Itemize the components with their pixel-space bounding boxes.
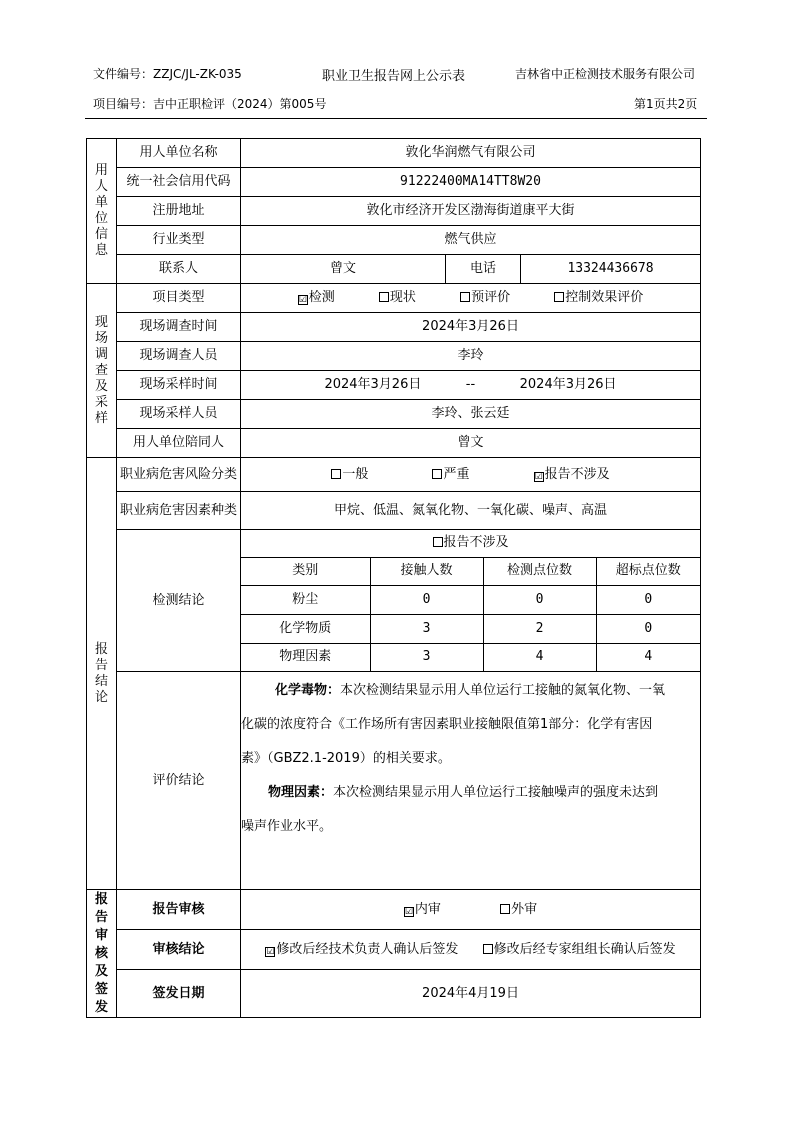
col-header-exposed: 接触人数 — [370, 557, 483, 585]
option-control-evaluation[interactable]: 控制效果评价 — [554, 290, 643, 306]
sampling-time — [241, 371, 701, 400]
test-conclusion — [241, 530, 701, 672]
project-type-options — [241, 284, 701, 313]
credit-code: 91222400MA14TT8W20 — [241, 168, 701, 197]
option-expert-lead-sign[interactable]: 修改后经专家组组长确认后签发 — [483, 942, 676, 958]
checkbox-icon[interactable] — [500, 904, 510, 914]
checkbox-icon[interactable] — [331, 469, 341, 479]
escort: 曾文 — [241, 429, 701, 458]
test-conclusion-label: 检测结论 — [117, 530, 241, 672]
disclosure-table — [86, 138, 701, 1018]
option-tech-lead-sign[interactable]: ☑ 修改后经技术负责人确认后签发 — [266, 941, 459, 957]
risk-class-label: 职业病危害风险分类 — [117, 458, 241, 492]
header-divider — [85, 118, 707, 119]
checkbox-icon[interactable] — [379, 292, 389, 302]
address-label: 注册地址 — [117, 197, 241, 226]
project-number: 项目编号：吉中正职检评（2024）第005号 — [93, 97, 327, 111]
surveyor: 李玲 — [241, 342, 701, 371]
test-result-table — [241, 530, 700, 671]
checkbox-icon[interactable]: ☑ — [404, 906, 413, 917]
review-result-options — [241, 930, 701, 970]
audit-options — [241, 890, 701, 930]
checkbox-icon[interactable] — [432, 469, 442, 479]
surveyor-label: 现场调查人员 — [117, 342, 241, 371]
evaluation-label: 评价结论 — [117, 672, 241, 890]
option-general[interactable]: 一般 — [331, 467, 368, 483]
survey-time: 2024年3月26日 — [241, 313, 701, 342]
phone-number: 13324436678 — [521, 255, 701, 284]
document-title: 职业卫生报告网上公示表 — [322, 69, 466, 84]
section-survey-sampling: 现 场 调 查 及 采 样 — [87, 284, 117, 458]
phone-label: 电话 — [446, 255, 521, 284]
checkbox-icon[interactable]: ☑ — [266, 946, 275, 957]
survey-time-label: 现场调查时间 — [117, 313, 241, 342]
option-internal-audit[interactable]: ☑ 内审 — [404, 901, 441, 917]
col-header-category: 类别 — [241, 557, 370, 585]
evaluation-conclusion — [241, 672, 701, 890]
not-involved-option[interactable]: 报告不涉及 — [241, 530, 700, 557]
hazard-factors: 甲烷、低温、氮氧化物、一氧化碳、噪声、高温 — [241, 492, 701, 530]
chem-text-2: 化碳的浓度符合《工作场所有害因素职业接触限值第1部分：化学有害因 — [241, 717, 653, 732]
sampler-label: 现场采样人员 — [117, 400, 241, 429]
checkbox-icon[interactable]: ☑ — [534, 471, 543, 482]
audit-label: 报告审核 — [117, 890, 241, 930]
chem-text-1: 本次检测结果显示用人单位运行工接触的氮氧化物、一氧 — [340, 683, 666, 698]
option-serious[interactable]: 严重 — [432, 467, 469, 483]
option-status[interactable]: 现状 — [379, 290, 416, 306]
sampling-start: 2024年3月26日 — [324, 377, 422, 392]
table-row: 粉尘 0 0 0 — [241, 585, 700, 614]
checkbox-icon[interactable]: ☑ — [298, 295, 307, 305]
registered-address: 敦化市经济开发区渤海街道康平大街 — [241, 197, 701, 226]
table-row: 物理因素 3 4 4 — [241, 643, 700, 671]
escort-label: 用人单位陪同人 — [117, 429, 241, 458]
sampling-time-label: 现场采样时间 — [117, 371, 241, 400]
section-employer-info: 用 人 单 位 信 息 — [87, 139, 117, 284]
project-type-label: 项目类型 — [117, 284, 241, 313]
phys-text-1: 本次检测结果显示用人单位运行工接触噪声的强度未达到 — [333, 785, 659, 800]
chem-title: 化学毒物： — [275, 683, 341, 698]
checkbox-icon[interactable] — [433, 537, 443, 547]
table-row: 化学物质 3 2 0 — [241, 614, 700, 643]
company-name: 吉林省中正检测技术服务有限公司 — [515, 67, 696, 81]
option-external-audit[interactable]: 外审 — [500, 902, 537, 918]
checkbox-icon[interactable] — [554, 292, 564, 302]
employer-name: 敦化华润燃气有限公司 — [241, 139, 701, 168]
option-not-involved[interactable]: ☑ 报告不涉及 — [534, 466, 610, 482]
industry-label: 行业类型 — [117, 226, 241, 255]
phys-text-2: 噪声作业水平。 — [241, 819, 333, 834]
checkbox-icon[interactable] — [483, 944, 493, 954]
sampling-end: 2024年3月26日 — [519, 377, 617, 392]
hazard-factor-label: 职业病危害因素种类 — [117, 492, 241, 530]
contact-label: 联系人 — [117, 255, 241, 284]
issue-date-label: 签发日期 — [117, 970, 241, 1018]
option-testing[interactable]: ☑ 检测 — [298, 290, 335, 305]
col-header-points: 检测点位数 — [483, 557, 596, 585]
option-pre-evaluation[interactable]: 预评价 — [460, 290, 510, 306]
contact-person: 曾文 — [241, 255, 446, 284]
sampler: 李玲、张云廷 — [241, 400, 701, 429]
chem-text-3: 素》（GBZ2.1-2019）的相关要求。 — [241, 751, 451, 766]
review-result-label: 审核结论 — [117, 930, 241, 970]
industry-type: 燃气供应 — [241, 226, 701, 255]
file-number: 文件编号：ZZJC/JL-ZK-035 — [93, 67, 242, 81]
risk-class-options — [241, 458, 701, 492]
section-report-conclusion: 报 告 结 论 — [87, 458, 117, 890]
issue-date: 2024年4月19日 — [241, 970, 701, 1018]
sampling-separator: -- — [465, 377, 476, 392]
section-review-issue: 报 告 审 核 及 签 发 — [87, 890, 117, 1018]
checkbox-icon[interactable] — [460, 292, 470, 302]
phys-title: 物理因素： — [268, 785, 334, 800]
credit-code-label: 统一社会信用代码 — [117, 168, 241, 197]
employer-name-label: 用人单位名称 — [117, 139, 241, 168]
col-header-exceed: 超标点位数 — [596, 557, 700, 585]
page-number: 第1页共2页 — [634, 97, 698, 111]
